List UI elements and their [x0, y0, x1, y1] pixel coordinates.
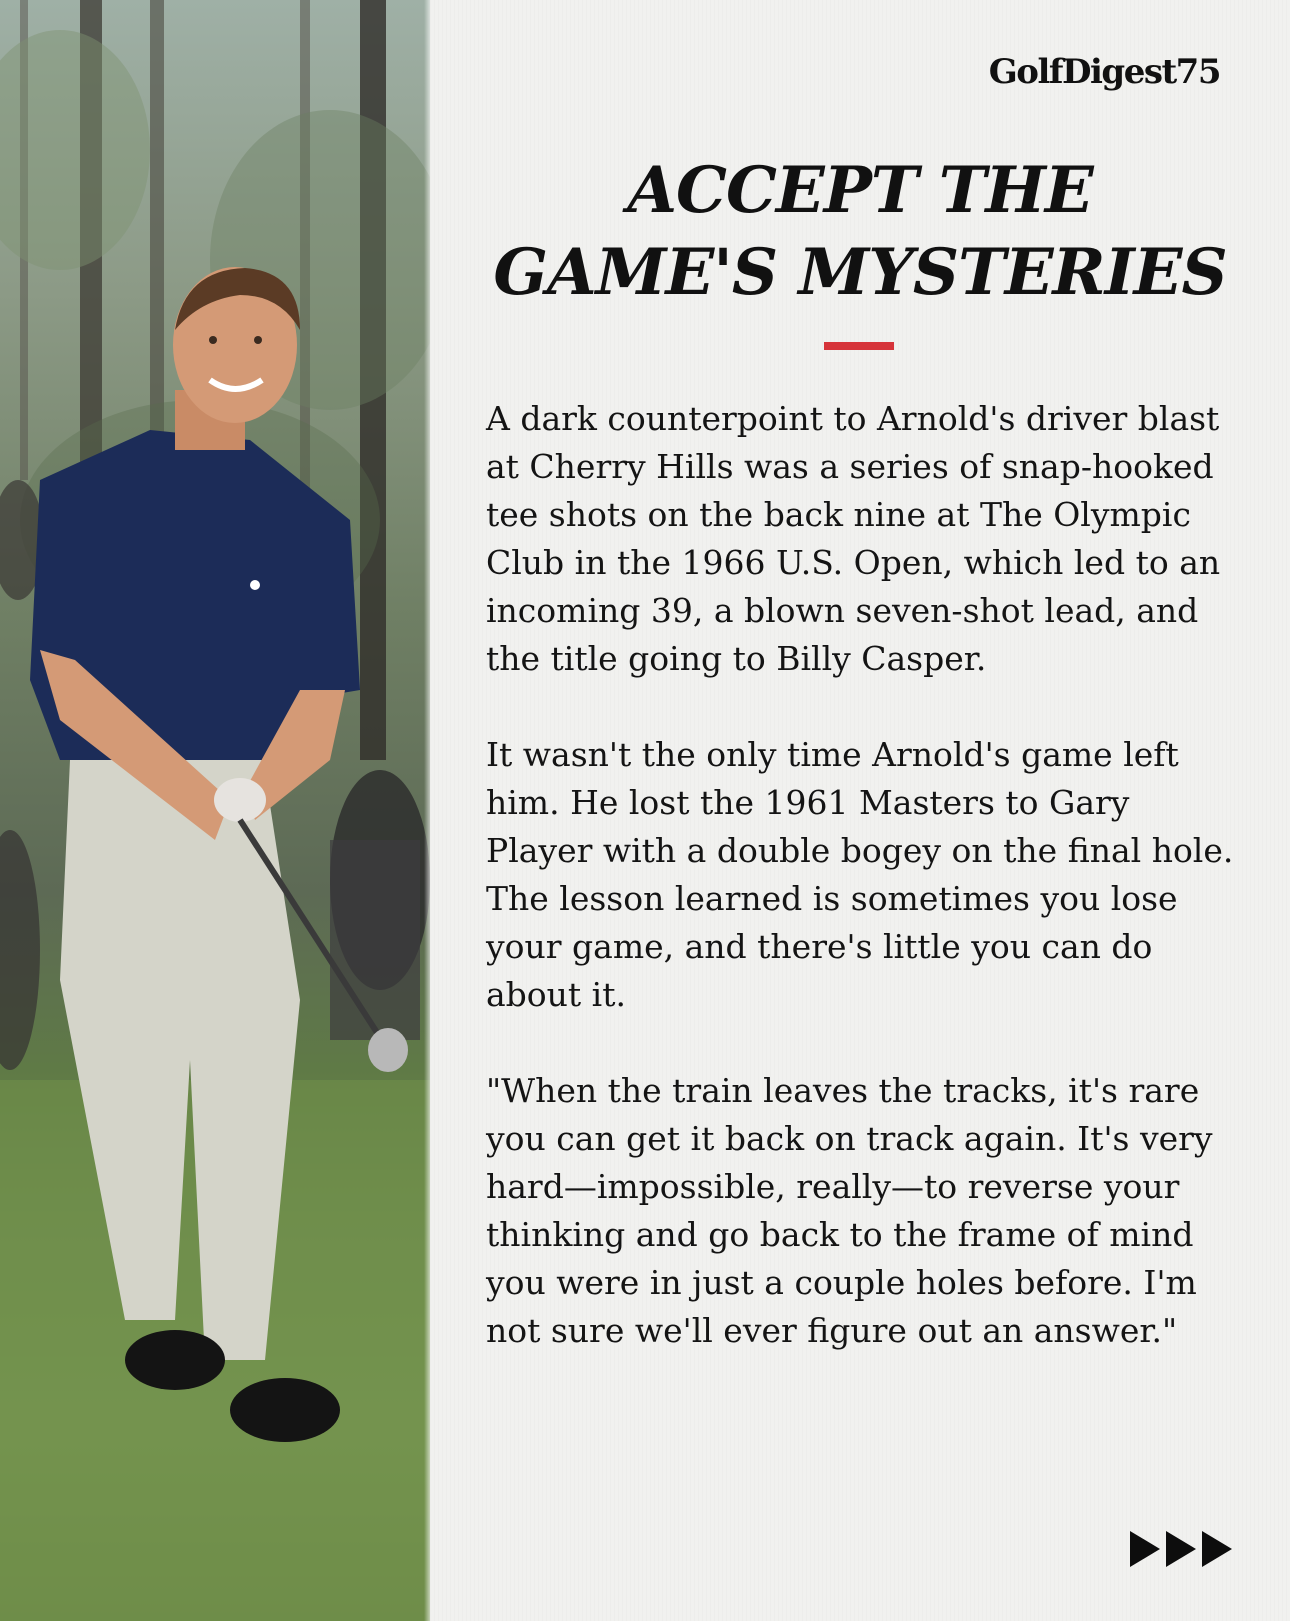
golf-digest-logo: GolfDigest75 [988, 52, 1220, 92]
headline [430, 150, 1290, 314]
golfer-illustration [0, 0, 430, 1621]
golfer-photo [0, 0, 430, 1621]
paragraph-2: It wasn't the only time Arnold's game left him. He lost the 1961 Masters to Gary Player with a double bogey on the final hole. The lesson learned is sometimes you lose your game, and there's little you can do about it. [486, 735, 1234, 1014]
paragraph-1: A dark counterpoint to Arnold's driver blast at Cherry Hills was a series of snap-hooked tee shots on the back nine at The Olympic Club in the 1966 U.S. Open, which led to an incoming 39, a blown seven-shot lead, and the title going to Billy Casper. [486, 399, 1221, 678]
headline-line-2: GAME'S MYSTERIES [493, 235, 1227, 310]
triple-arrow-right-icon[interactable] [1130, 1529, 1234, 1569]
accent-divider [824, 342, 894, 350]
headline-line-1: ACCEPT THE [627, 153, 1093, 228]
article-body [486, 395, 1246, 1403]
text-panel [430, 0, 1290, 1621]
paragraph-3: "When the train leaves the tracks, it's rare you can get it back on track again. It's very hard—impossible, really—to reverse your thinking and go back to the frame of mind you were in just a couple holes before. I'm not sure we'll ever figure out an answer." [486, 1071, 1213, 1350]
